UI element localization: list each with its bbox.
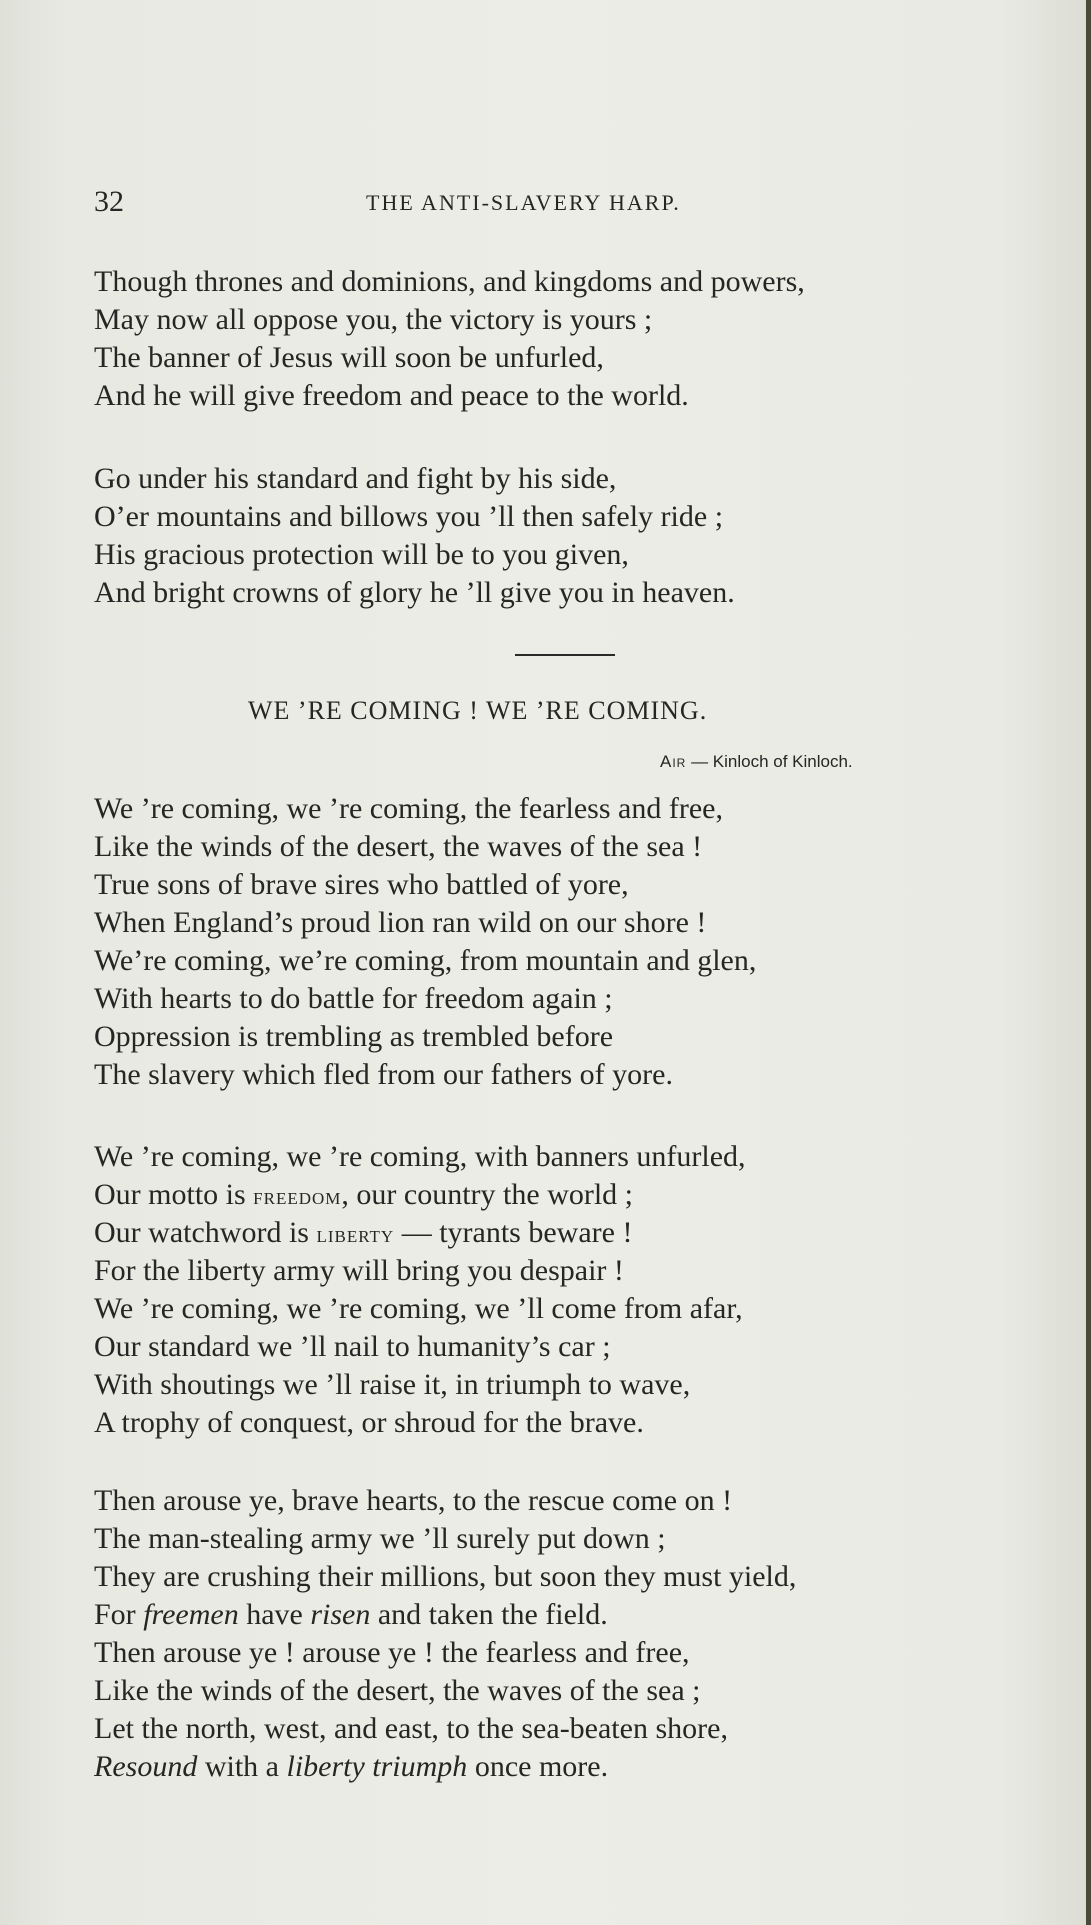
- verse-line: We’re coming, we’re coming, from mountain and glen,: [94, 944, 757, 977]
- verse-line: They are crushing their millions, but soon they must yield,: [94, 1560, 797, 1593]
- verse-line: Though thrones and dominions, and kingdoms and powers,: [94, 265, 805, 298]
- air-label: Air: [660, 752, 687, 771]
- verse-text: Our motto is: [94, 1178, 254, 1211]
- running-title: THE ANTI-SLAVERY HARP.: [366, 190, 681, 215]
- stanza-5: [94, 1482, 1034, 1786]
- verse-line: [94, 1748, 1034, 1786]
- verse-line: Then arouse ye, brave hearts, to the rescue come on !: [94, 1484, 733, 1517]
- verse-line: [94, 1596, 1034, 1634]
- verse-text: Our watchword is: [94, 1216, 317, 1249]
- verse-line: Let the north, west, and east, to the sea-beaten shore,: [94, 1712, 728, 1745]
- verse-line: [94, 1176, 1034, 1214]
- verse-line: O’er mountains and billows you ’ll then safely ride ;: [94, 500, 724, 533]
- stanza-4: [94, 1138, 1034, 1442]
- verse-line: With shoutings we ’ll raise it, in triumph to wave,: [94, 1368, 691, 1401]
- verse-line: For the liberty army will bring you despair !: [94, 1254, 624, 1287]
- verse-text: and taken the field.: [370, 1598, 608, 1631]
- stanza-2: [94, 460, 1034, 612]
- verse-line: [94, 1214, 1034, 1252]
- small-caps-word: freedom: [253, 1184, 342, 1210]
- verse-line: Our standard we ’ll nail to humanity’s car ;: [94, 1330, 611, 1363]
- page-header: [94, 185, 994, 225]
- verse-text: — tyrants beware !: [394, 1216, 633, 1249]
- verse-text: , our country the world ;: [341, 1178, 634, 1211]
- verse-line: The slavery which fled from our fathers of yore.: [94, 1058, 673, 1091]
- verse-line: Oppression is trembling as trembled before: [94, 1020, 614, 1053]
- verse-line: The banner of Jesus will soon be unfurled,: [94, 341, 604, 374]
- verse-line: And he will give freedom and peace to the world.: [94, 379, 689, 412]
- verse-line: We ’re coming, we ’re coming, with banners unfurled,: [94, 1140, 746, 1173]
- verse-line: Then arouse ye ! arouse ye ! the fearless and free,: [94, 1636, 690, 1669]
- italic-word: liberty triumph: [286, 1750, 468, 1783]
- verse-line: Go under his standard and fight by his side,: [94, 462, 617, 495]
- section-divider: [515, 654, 615, 656]
- verse-text: with a: [197, 1750, 287, 1783]
- verse-line: A trophy of conquest, or shroud for the brave.: [94, 1406, 644, 1439]
- italic-word: risen: [310, 1598, 371, 1631]
- verse-line: Like the winds of the desert, the waves of the sea ;: [94, 1674, 701, 1707]
- verse-line: The man-stealing army we ’ll surely put down ;: [94, 1522, 666, 1555]
- verse-text: once more.: [467, 1750, 609, 1783]
- italic-word: freemen: [143, 1598, 239, 1631]
- verse-text: For: [94, 1598, 144, 1631]
- stanza-1: [94, 263, 1034, 415]
- verse-line: True sons of brave sires who battled of yore,: [94, 868, 629, 901]
- air-dash: —: [686, 752, 713, 771]
- verse-line: We ’re coming, we ’re coming, we ’ll come from afar,: [94, 1292, 743, 1325]
- verse-line: When England’s proud lion ran wild on our shore !: [94, 906, 707, 939]
- verse-text: have: [238, 1598, 311, 1631]
- page-number: 32: [94, 185, 124, 218]
- verse-line: We ’re coming, we ’re coming, the fearless and free,: [94, 792, 723, 825]
- verse-line: And bright crowns of glory he ’ll give you in heaven.: [94, 576, 735, 609]
- tune-attribution: [660, 752, 853, 772]
- verse-line: Like the winds of the desert, the waves of the sea !: [94, 830, 703, 863]
- page-edge: [1086, 0, 1091, 1925]
- small-caps-word: liberty: [316, 1222, 395, 1248]
- verse-line: May now all oppose you, the victory is yours ;: [94, 303, 653, 336]
- song-title: WE ’RE COMING ! WE ’RE COMING.: [248, 696, 708, 725]
- air-tune: Kinloch of Kinloch.: [712, 752, 853, 771]
- verse-line: With hearts to do battle for freedom again ;: [94, 982, 613, 1015]
- italic-word: Resound: [94, 1750, 198, 1783]
- stanza-3: [94, 790, 1034, 1094]
- verse-line: His gracious protection will be to you given,: [94, 538, 629, 571]
